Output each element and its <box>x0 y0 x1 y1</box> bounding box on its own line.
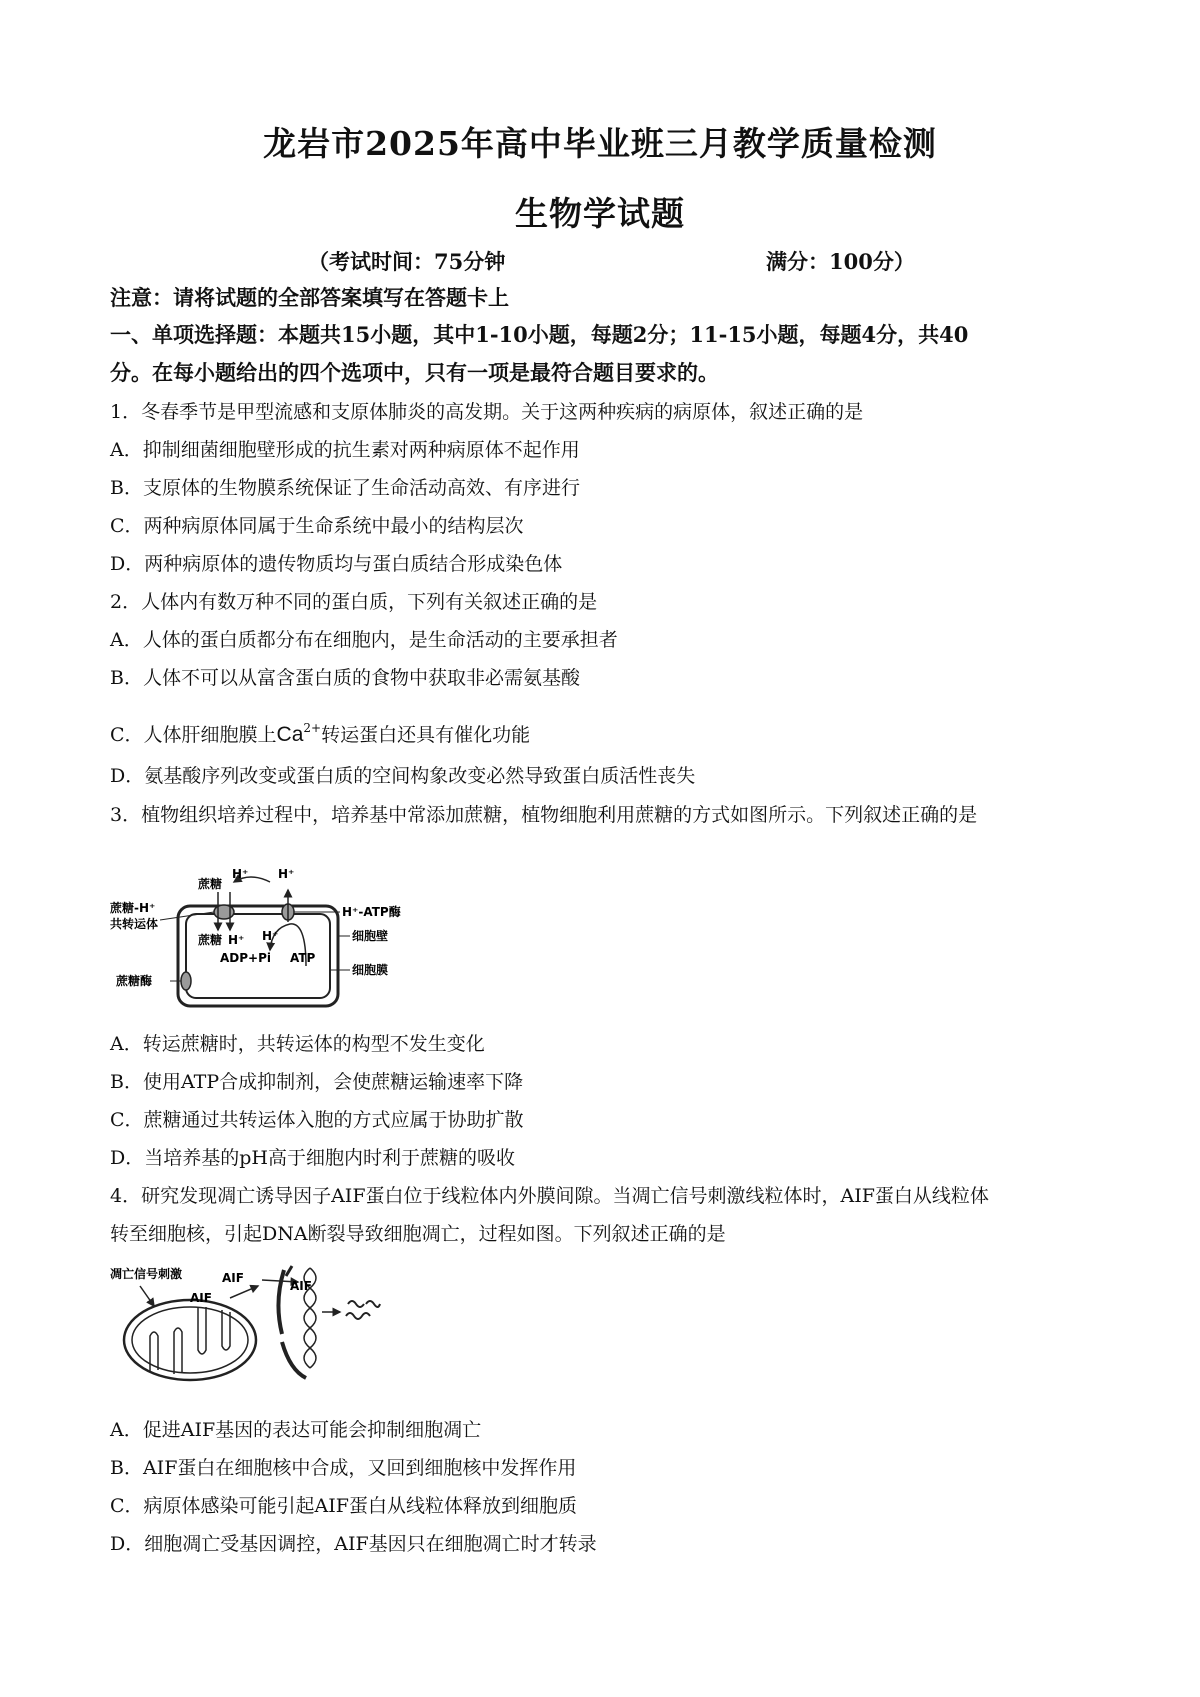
fig-cotransporter-line1: 蔗糖-H⁺ <box>110 901 156 915</box>
q1-option-b: B．支原体的生物膜系统保证了生命活动高效、有序进行 <box>110 477 580 499</box>
sucrose-transport-figure <box>110 858 430 1018</box>
q2-option-c-suffix: 转运蛋白还具有催化功能 <box>321 724 531 746</box>
calcium-charge: 2+ <box>303 721 322 735</box>
fig-h-top1: H⁺ <box>232 867 249 881</box>
exam-meta <box>0 246 1200 276</box>
q2-stem: 2．人体内有数万种不同的蛋白质，下列有关叙述正确的是 <box>110 591 598 613</box>
fig-aif-nucleus: AIF <box>290 1279 312 1293</box>
q2-option-d: D．氨基酸序列改变或蛋白质的空间构象改变必然导致蛋白质活性丧失 <box>110 765 696 787</box>
cotransporter-protein <box>214 905 234 919</box>
dna-fragments <box>348 1301 364 1307</box>
fig-h-top2: H⁺ <box>278 867 295 881</box>
fig-cotransporter-line2: 共转运体 <box>110 917 159 931</box>
q2-option-c <box>110 716 1100 747</box>
fig-sucrose-top: 蔗糖 <box>198 877 223 891</box>
q3-option-c: C．蔗糖通过共转运体入胞的方式应属于协助扩散 <box>110 1109 524 1131</box>
apoptosis-figure <box>110 1262 420 1392</box>
q2-option-c-prefix: C．人体肝细胞膜上 <box>110 724 277 746</box>
mitochondrion-outline <box>124 1300 256 1380</box>
fig-aif-inner: AIF <box>190 1291 212 1305</box>
fig-cell-membrane-label: 细胞膜 <box>352 963 389 977</box>
fig-h-in2: H⁺ <box>262 929 279 943</box>
q1-option-a: A．抑制细菌细胞壁形成的抗生素对两种病原体不起作用 <box>110 439 580 461</box>
q4-option-a: A．促进AIF基因的表达可能会抑制细胞凋亡 <box>110 1419 482 1441</box>
section-heading-line1: 一、单项选择题：本题共15小题，其中1-10小题，每题2分；11-15小题，每题4分，共40 <box>110 322 969 347</box>
q2-option-a: A．人体的蛋白质都分布在细胞内，是生命活动的主要承担者 <box>110 629 618 651</box>
q1-stem: 1．冬春季节是甲型流感和支原体肺炎的高发期。关于这两种疾病的病原体，叙述正确的是 <box>110 401 864 423</box>
q3-option-a: A．转运蔗糖时，共转运体的构型不发生变化 <box>110 1033 485 1055</box>
q1-option-d: D．两种病原体的遗传物质均与蛋白质结合形成染色体 <box>110 553 563 575</box>
q3-stem: 3．植物组织培养过程中，培养基中常添加蔗糖，植物细胞利用蔗糖的方式如图所示。下列叙述正确的是 <box>110 804 978 826</box>
q4-stem-line1: 4．研究发现凋亡诱导因子AIF蛋白位于线粒体内外膜间隙。当凋亡信号刺激线粒体时，AIF蛋白从线粒体 <box>110 1185 989 1207</box>
fig-cell-wall-label: 细胞壁 <box>352 929 389 943</box>
q3-option-b: B．使用ATP合成抑制剂，会使蔗糖运输速率下降 <box>110 1071 524 1093</box>
fig-sucrase-label: 蔗糖酶 <box>116 974 153 988</box>
fig-h-in1: H⁺ <box>228 933 245 947</box>
q4-option-c: C．病原体感染可能引起AIF蛋白从线粒体释放到细胞质 <box>110 1495 577 1517</box>
section-heading-line2: 分。在每小题给出的四个选项中，只有一项是最符合题目要求的。 <box>110 360 719 385</box>
q3-option-d: D．当培养基的pH高于细胞内时利于蔗糖的吸收 <box>110 1147 515 1169</box>
fig-atp: ATP <box>290 951 316 965</box>
fig-atpase-label: H⁺-ATP酶 <box>342 905 401 919</box>
q4-option-b: B．AIF蛋白在细胞核中合成，又回到细胞核中发挥作用 <box>110 1457 577 1479</box>
q4-stem-line2: 转至细胞核，引起DNA断裂导致细胞凋亡，过程如图。下列叙述正确的是 <box>110 1223 726 1245</box>
nuclear-envelope <box>278 1270 284 1334</box>
fig-sucrose-in: 蔗糖 <box>198 933 223 947</box>
fig-signal-label: 凋亡信号刺激 <box>110 1267 183 1281</box>
subject-title: 生物学试题 <box>515 194 685 233</box>
sucrase-enzyme <box>181 972 191 990</box>
exam-title: 龙岩市2025年高中毕业班三月教学质量检测 <box>263 124 937 163</box>
notice: 注意：请将试题的全部答案填写在答题卡上 <box>110 285 509 310</box>
fig-aif-released: AIF <box>222 1271 244 1285</box>
q1-option-c: C．两种病原体同属于生命系统中最小的结构层次 <box>110 515 524 537</box>
fig-adp-pi: ADP+Pi <box>220 951 272 965</box>
exam-score: 满分：100分） <box>766 249 915 274</box>
exam-time: （考试时间：75分钟 <box>308 249 506 274</box>
q2-option-b: B．人体不可以从富含蛋白质的食物中获取非必需氨基酸 <box>110 667 580 689</box>
calcium-ion: Ca <box>276 723 304 746</box>
q4-option-d: D．细胞凋亡受基因调控，AIF基因只在细胞凋亡时才转录 <box>110 1533 597 1555</box>
